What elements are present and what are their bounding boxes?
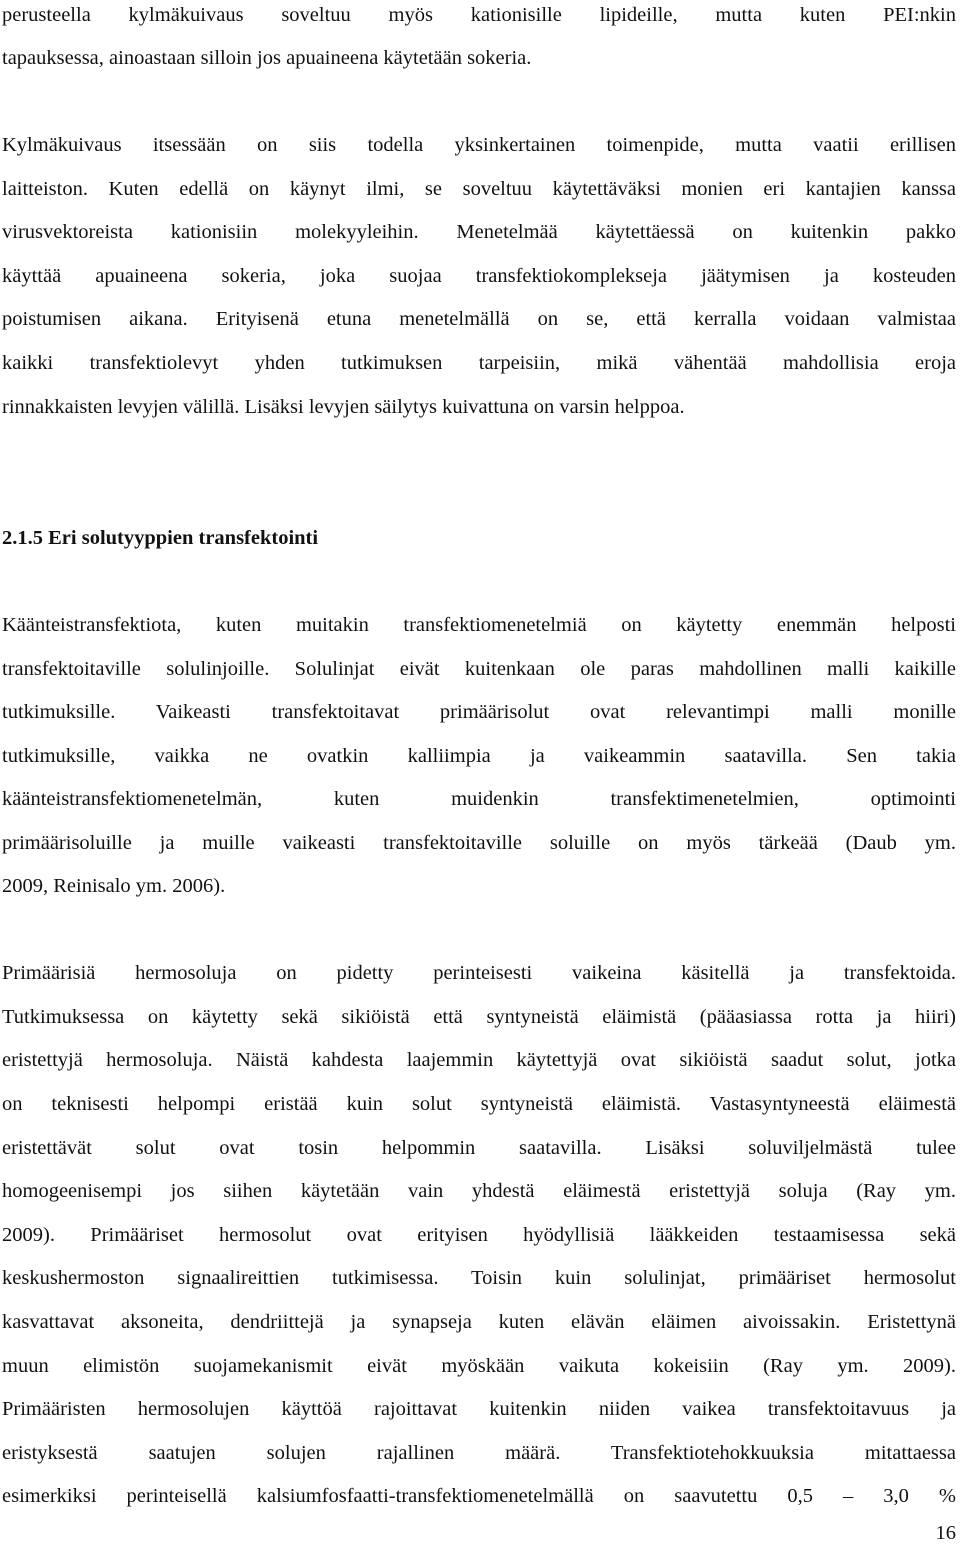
paragraph-neurons-line: eristettyjä hermosoluja. Näistä kahdesta laajemmin käytettyjä ovat sikiöistä saadut solut, jotka <box>2 1049 956 1071</box>
paragraph-neurons-line: keskushermoston signaalireittien tutkimisessa. Toisin kuin solulinjat, primääriset hermosolut <box>2 1267 956 1289</box>
paragraph-cell-types-line: tutkimuksille, vaikka ne ovatkin kalliimpia ja vaikeammin saatavilla. Sen takia <box>2 745 956 767</box>
paragraph-neurons-line: Tutkimuksessa on käytetty sekä sikiöistä että syntyneistä eläimistä (pääasiassa rotta ja hiiri) <box>2 1006 956 1028</box>
paragraph-top-line: perusteella kylmäkuivaus soveltuu myös kationisille lipideille, mutta kuten PEI:nkin <box>2 4 956 26</box>
section-heading: 2.1.5 Eri solutyyppien transfektointi <box>2 527 319 549</box>
paragraph-neurons-line: Primäärisiä hermosoluja on pidetty perinteisesti vaikeina käsitellä ja transfektoida. <box>2 962 956 984</box>
paragraph-cell-types-line: Käänteistransfektiota, kuten muitakin transfektiomenetelmiä on käytetty enemmän helposti <box>2 614 956 636</box>
paragraph-cell-types-line: käänteistransfektiomenetelmän, kuten muidenkin transfektimenetelmien, optimointi <box>2 788 956 810</box>
paragraph-cell-types-line: tutkimuksille. Vaikeasti transfektoitavat primäärisolut ovat relevantimpi malli monille <box>2 701 956 723</box>
paragraph-cell-types-line: transfektoitaville solulinjoille. Solulinjat eivät kuitenkaan ole paras mahdollinen malli kaikille <box>2 658 956 680</box>
paragraph-freeze-drying-line: käyttää apuaineena sokeria, joka suojaa transfektiokomplekseja jäätymisen ja kosteuden <box>2 265 956 287</box>
paragraph-neurons-line: 2009). Primääriset hermosolut ovat erityisen hyödyllisiä lääkkeiden testaamisessa sekä <box>2 1224 956 1246</box>
paragraph-cell-types-line: primäärisoluille ja muille vaikeasti transfektoitaville soluille on myös tärkeää (Daub ym. <box>2 832 956 854</box>
page-number: 16 <box>935 1522 956 1544</box>
paragraph-top-line: tapauksessa, ainoastaan silloin jos apuaineena käytetään sokeria. <box>2 47 532 69</box>
paragraph-neurons-line: esimerkiksi perinteisellä kalsiumfosfaatti-transfektiomenetelmällä on saavutettu 0,5 – 3,0 % <box>2 1485 956 1507</box>
paragraph-neurons-line: homogeenisempi jos siihen käytetään vain yhdestä eläimestä eristettyjä soluja (Ray ym. <box>2 1180 956 1202</box>
paragraph-cell-types-line: 2009, Reinisalo ym. 2006). <box>2 875 226 897</box>
paragraph-neurons-line: eristettävät solut ovat tosin helpommin saatavilla. Lisäksi soluviljelmästä tulee <box>2 1137 956 1159</box>
paragraph-freeze-drying-line: poistumisen aikana. Erityisenä etuna menetelmällä on se, että kerralla voidaan valmistaa <box>2 308 956 330</box>
paragraph-neurons-line: kasvattavat aksoneita, dendriittejä ja synapseja kuten elävän eläimen aivoissakin. Eristettynä <box>2 1311 956 1333</box>
paragraph-freeze-drying-line: virusvektoreista kationisiin molekyyleihin. Menetelmää käytettäessä on kuitenkin pakko <box>2 221 956 243</box>
paragraph-freeze-drying-line: laitteiston. Kuten edellä on käynyt ilmi, se soveltuu käytettäväksi monien eri kantajien kanssa <box>2 178 956 200</box>
paragraph-freeze-drying-line: Kylmäkuivaus itsessään on siis todella yksinkertainen toimenpide, mutta vaatii erillisen <box>2 134 956 156</box>
paragraph-neurons-line: eristyksestä saatujen solujen rajallinen määrä. Transfektiotehokkuuksia mitattaessa <box>2 1442 956 1464</box>
paragraph-neurons-line: muun elimistön suojamekanismit eivät myöskään vaikuta kokeisiin (Ray ym. 2009). <box>2 1355 956 1377</box>
paragraph-neurons-line: on teknisesti helpompi eristää kuin solut syntyneistä eläimistä. Vastasyntyneestä eläimestä <box>2 1093 956 1115</box>
paragraph-freeze-drying-line: rinnakkaisten levyjen välillä. Lisäksi levyjen säilytys kuivattuna on varsin helppoa. <box>2 396 685 418</box>
paragraph-freeze-drying-line: kaikki transfektiolevyt yhden tutkimuksen tarpeisiin, mikä vähentää mahdollisia eroja <box>2 352 956 374</box>
paragraph-neurons-line: Primääristen hermosolujen käyttöä rajoittavat kuitenkin niiden vaikea transfektoitavuus ja <box>2 1398 956 1420</box>
